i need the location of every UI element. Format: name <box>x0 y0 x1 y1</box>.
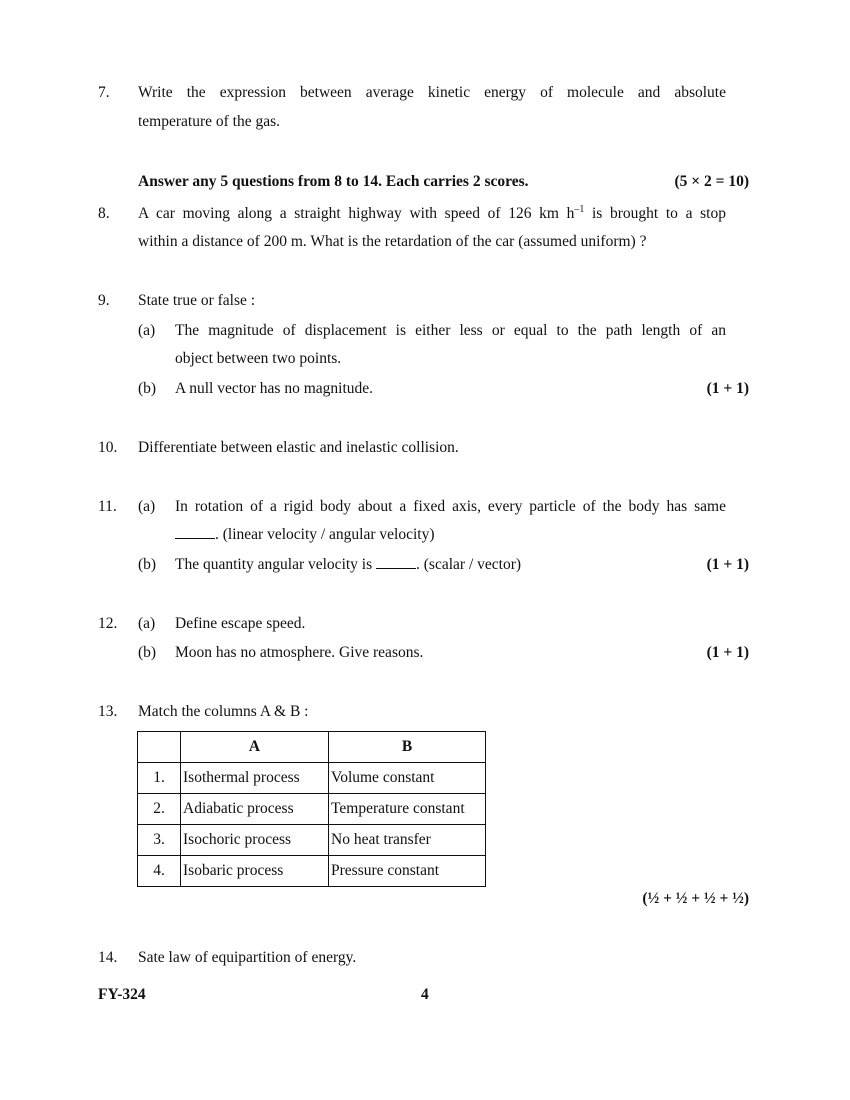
table-header-cell <box>138 732 181 763</box>
table-row <box>138 763 486 794</box>
subpart-label: (b) <box>138 556 157 573</box>
question-text-line: Differentiate between elastic and inelastic collision. <box>138 439 459 456</box>
fill-blank <box>175 526 215 539</box>
question-number: 9. <box>98 292 110 309</box>
subpart-text: Moon has no atmosphere. Give reasons. <box>175 644 424 661</box>
table-cell: Temperature constant <box>329 794 486 825</box>
page-number: 4 <box>421 986 429 1003</box>
subpart-text: A null vector has no magnitude. <box>175 380 374 397</box>
table-cell: 4. <box>138 856 181 887</box>
subpart-text: The magnitude of displacement is either less or equal to the path length of an <box>175 322 726 339</box>
question-number: 13. <box>98 703 118 720</box>
question-stem: Match the columns A & B : <box>138 703 309 720</box>
question-number: 11. <box>98 498 117 515</box>
table-cell: Adiabatic process <box>181 794 329 825</box>
table-cell: 2. <box>138 794 181 825</box>
table-cell: 3. <box>138 825 181 856</box>
table-cell: 1. <box>138 763 181 794</box>
subpart-label: (a) <box>138 498 156 515</box>
subpart-label: (b) <box>138 380 157 397</box>
subpart-label: (b) <box>138 644 157 661</box>
question-number: 7. <box>98 84 110 101</box>
question-marks: (1 + 1) <box>706 380 749 397</box>
table-cell: Pressure constant <box>329 856 486 887</box>
question-marks: (1 + 1) <box>706 556 749 573</box>
subpart-label: (a) <box>138 615 156 632</box>
subpart-label: (a) <box>138 322 156 339</box>
question-number: 10. <box>98 439 118 456</box>
question-marks: (1 + 1) <box>706 644 749 661</box>
table-cell: Isochoric process <box>181 825 329 856</box>
subpart-text: The quantity angular velocity is . (scalar / vector) <box>175 556 522 573</box>
question-text-line: temperature of the gas. <box>138 113 281 130</box>
subpart-text: . (linear velocity / angular velocity) <box>175 526 726 544</box>
paper-code: FY-324 <box>98 986 146 1003</box>
fill-blank <box>376 556 416 569</box>
subpart-text: object between two points. <box>175 350 342 367</box>
question-text-line: A car moving along a straight highway with speed of 126 km $h^{-1}$ is brought to a stop <box>138 204 726 222</box>
question-text-line: Write the expression between average kinetic energy of molecule and absolute <box>138 84 726 101</box>
question-number: 12. <box>98 615 118 632</box>
question-number: 14. <box>98 949 118 966</box>
section-marks: (5 × 2 = 10) <box>674 173 749 190</box>
question-number: 8. <box>98 205 110 222</box>
question-marks: (½ + ½ + ½ + ½) <box>642 890 749 907</box>
question-text-line: Sate law of equipartition of energy. <box>138 949 357 966</box>
table-row <box>138 794 486 825</box>
section-instruction: Answer any 5 questions from 8 to 14. Each carries 2 scores. <box>138 173 529 190</box>
table-row <box>138 825 486 856</box>
subpart-text: In rotation of a rigid body about a fixed axis, every particle of the body has same <box>175 498 726 515</box>
table-cell: Isobaric process <box>181 856 329 887</box>
table-header-cell: B <box>329 732 486 763</box>
question-text-line: within a distance of 200 m. What is the retardation of the car (assumed uniform) ? <box>138 233 647 250</box>
table-cell: No heat transfer <box>329 825 486 856</box>
table-header-row <box>138 732 486 763</box>
question-stem: State true or false : <box>138 292 256 309</box>
table-cell: Volume constant <box>329 763 486 794</box>
table-row <box>138 856 486 887</box>
table-header-cell: A <box>181 732 329 763</box>
subpart-text: Define escape speed. <box>175 615 306 632</box>
table-cell: Isothermal process <box>181 763 329 794</box>
match-table <box>137 731 486 887</box>
